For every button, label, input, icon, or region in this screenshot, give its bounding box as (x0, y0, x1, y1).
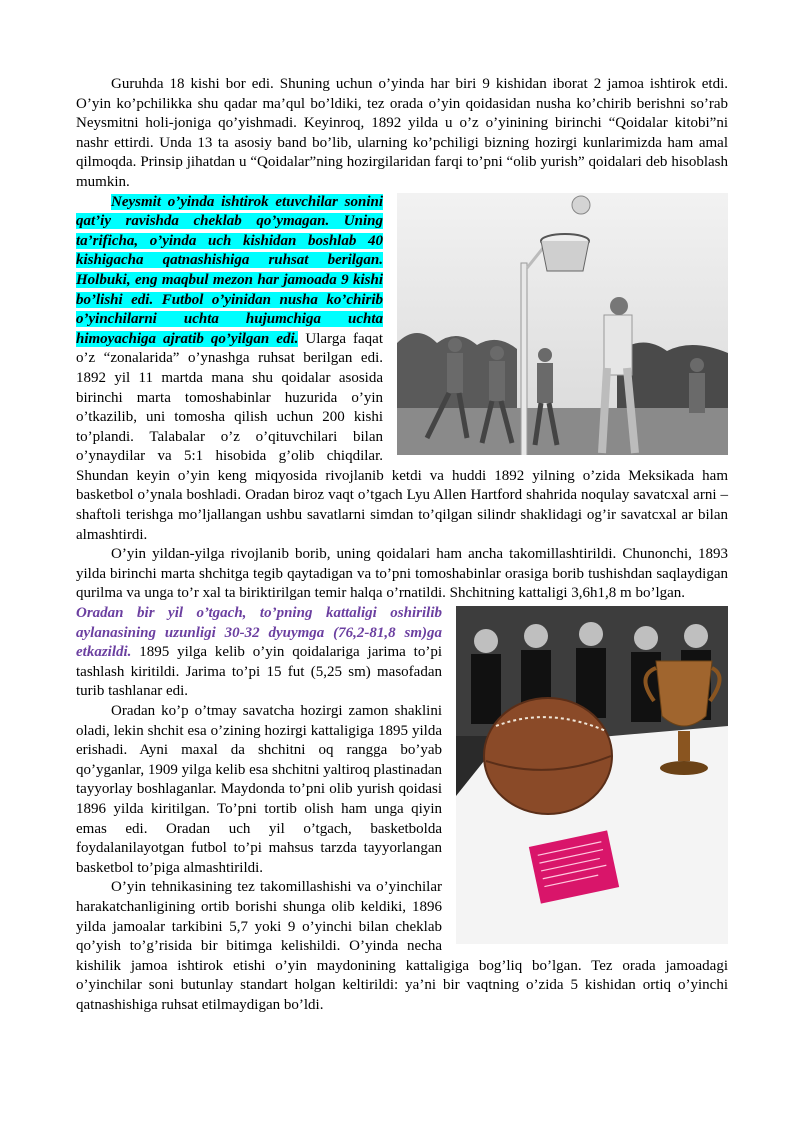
highlighted-text: Neysmit o’yinda ishtirok etuvchilar sonini qat’iy ravishda cheklab qo’ymagan. Uning ta’rificha, o’yinda uch kishidan boshlab 40 kishigacha qatnashishiga ruhsat berilgan. Holbuki, eng maqbul mezon har jamoada 9 kishi bo’lishi edi. Futbol o’yinidan nusha ko’chirib o’yinchilarni uchta hujumchiga uchta himoyachiga ajratib qo’yilgan edi. (76, 193, 383, 347)
text-column (76, 75, 728, 1016)
paragraph-5: O’yin tehnikasining tez takomillashishi va o’yinchilar harakatchanligining ortib borishi shunga olib keldiki, 1896 yilda jamoalar tarkibini 5,7 yoki 9 o’yinchi bilan cheklab qo’yish to’g’risida bir bitimga kelishildi. O’yinda necha kishilik jamoa ishtirok etishi o’yin maydonining kattaligiga bog’liq bo’lgan. Tez orada jamoadagi o’yinchilar soni butunlay standart holgan keltirildi: ya’ni bir vaqtning o’zida 5 kishidan ortiq o’yinchi qatnashishiga ruhsat etilmaydigan bo’ldi. (76, 879, 728, 1013)
paragraph-1: Guruhda 18 kishi bor edi. Shuning uchun o’yinda har biri 9 kishidan iborat 2 jamoa ishtirok etdi. O’yin ko’pchilikka shu qadar ma’qul bo’ldiki, tez orada o’yin qoidasidan nusha ko’chirib berishni so’rab Neysmitni holi-joniga qo’yishmadi. Keyinroq, 1892 yilda u o’z o’yinining birinchi “Qoidalar kitobi”ni nashr ettirdi. Unda 13 ta asosiy band bo’lib, ularning ko’pchiligi bizning hozirgi kunlarimizda ham amal qilmoqda. Prinsip jihatdan u “Qoidalar”ning hozirgilaridan farqi to’pni “olib yurish” qoidalari deb hisoblash mumkin. (76, 76, 728, 190)
paragraph-4: Oradan ko’p o’tmay savatcha hozirgi zamon shaklini oladi, lekin shchit esa o’zining hozirgi kattaligiga 1895 yilda erishadi. Ayni maxal da shchitni oq rangga bo’yab qo’yganlar, 1909 yilga kelib esa shchitni yaltiroq plastinadan tayyorlay boshlaganlar. Maydonda to’pni olib yurish qoidasi 1896 yilda kiritilgan. To’pni tortib olish ham unga qiyin emas edi. Oradan uch yil o’tgach, basketbolda foydalanilayotgan futbol to’pi mahsus tarzda tayyorlangan basketbol to’piga almashtirildi. (76, 703, 442, 876)
paragraph-2-rest: Ularga faqat o’z “zonalarida” o’ynashga ruhsat berilgan edi. 1892 yil 11 martda mana shu qoidalar asosida birinchi marta tomoshabinlar huzurida o’yin o’tkazilib, uni tomosha qilish uchun 200 kishi to’plandi. Talabalar o’z o’qituvchilari bilan o’ynaydilar va 5:1 hisobida g’olib chiqdilar. Shundan keyin o’yin keng miqyosida rivojlanib ketdi va huddi 1892 yilning o’zida Meksikada ham basketbol o’ynala boshladi. Oradan biroz vaqt o’tgach Lyu Allen Hartford shahrida noqulay savatcxal arni – shaftoli terishga mo’ljallangan ushbu savatlarni simdan to’qilgan silindr shaklidagi og’ir savatcxal ar bilan almashtirdi. (76, 330, 728, 543)
paragraph-3-start: O’yin yildan-yilga rivojlanib borib, uning qoidalari ham ancha takomillashtirildi. Chunonchi, 1893 yilda birinchi marta shchitga tegib qaytadigan va to’pni tomoshabinlar orasiga borib tushishdan saqlaydigan qurilma va unga to’r xal ta biriktirilgan temir halqa o’rnatildi. Shchitning kattaligi 3,6h1,8 m bo’lgan. (76, 546, 728, 602)
museum-basketball-photo (456, 606, 728, 944)
historical-basketball-photo (397, 193, 728, 455)
paragraph-3-end: 1895 yilga kelib o’yin qoidalariga jarima to’pi tashlash kiritildi. Jarima to’pi 15 fut (5,25 sm) masofadan turib tashlanar edi. (76, 644, 442, 700)
paragraph-3 (76, 545, 728, 604)
purple-italic-text: Oradan bir yil o’tgach, to’pning kattaligi oshirilib aylanasining uzunligi 30-32 dyuymga (76,2-81,8 sm)ga etkazildi. (76, 605, 442, 661)
